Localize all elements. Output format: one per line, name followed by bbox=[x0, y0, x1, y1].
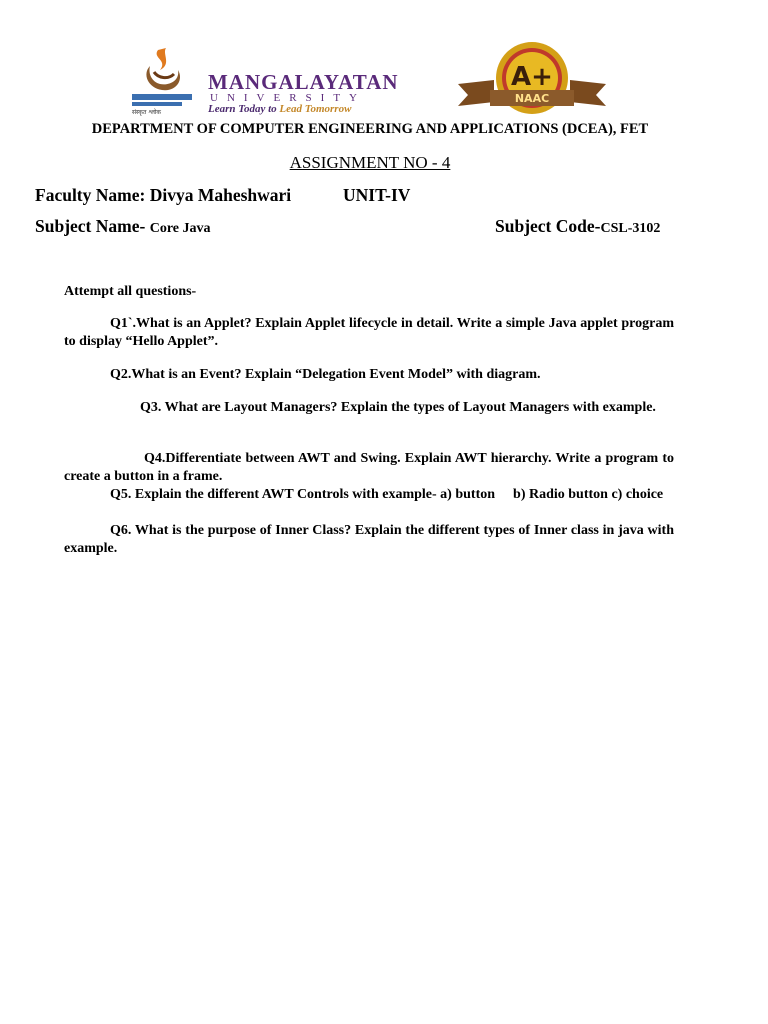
naac-seal-logo bbox=[454, 40, 610, 118]
question-6: Q6. What is the purpose of Inner Class? Explain the different types of Inner class in java with example. bbox=[64, 523, 674, 556]
wordmark-tagline bbox=[208, 103, 351, 115]
instructions: Attempt all questions- bbox=[64, 284, 197, 299]
subject-name bbox=[35, 216, 211, 237]
wordmark-title: MANGALAYATAN bbox=[208, 70, 399, 94]
unit-label: UNIT-IV bbox=[343, 185, 411, 205]
tagline-part-2: Lead Tomorrow bbox=[279, 103, 352, 115]
question-1: Q1`.What is an Applet? Explain Applet lifecycle in detail. Write a simple Java applet program to display “Hello Applet”. bbox=[64, 316, 674, 349]
university-crest-logo bbox=[128, 44, 202, 116]
question-3: Q3. What are Layout Managers? Explain the types of Layout Managers with example. bbox=[140, 400, 656, 415]
seal-grade: A+ bbox=[511, 62, 553, 92]
seal-label: NAAC bbox=[514, 92, 550, 105]
question-4: Q4.Differentiate between AWT and Swing. Explain AWT hierarchy. Write a program to create a button in a frame. bbox=[64, 451, 674, 484]
question-2: Q2.What is an Event? Explain “Delegation Event Model” with diagram. bbox=[110, 367, 541, 382]
wordmark-subtitle: UNIVERSITY bbox=[210, 92, 366, 104]
question-5 bbox=[64, 486, 674, 504]
question-5-part-1: Q5. Explain the different AWT Controls with example- a) button bbox=[110, 487, 496, 502]
tagline-part-1: Learn Today to bbox=[208, 103, 280, 115]
department-heading: DEPARTMENT OF COMPUTER ENGINEERING AND APPLICATIONS (DCEA), FET bbox=[91, 121, 649, 137]
subject-code-label: Subject Code- bbox=[495, 216, 601, 236]
subject-code bbox=[495, 216, 660, 237]
faculty-name: Faculty Name: Divya Maheshwari bbox=[35, 185, 292, 205]
question-5-part-2: b) Radio button c) choice bbox=[513, 487, 664, 502]
subject-name-value: Core Java bbox=[149, 221, 211, 236]
university-logo-band bbox=[128, 40, 610, 118]
subject-code-value: CSL-3102 bbox=[600, 221, 661, 236]
assignment-title: ASSIGNMENT NO - 4 bbox=[289, 153, 451, 172]
subject-name-label: Subject Name- bbox=[35, 216, 150, 236]
crest-caption: संस्कृत श्लोक bbox=[132, 109, 162, 116]
